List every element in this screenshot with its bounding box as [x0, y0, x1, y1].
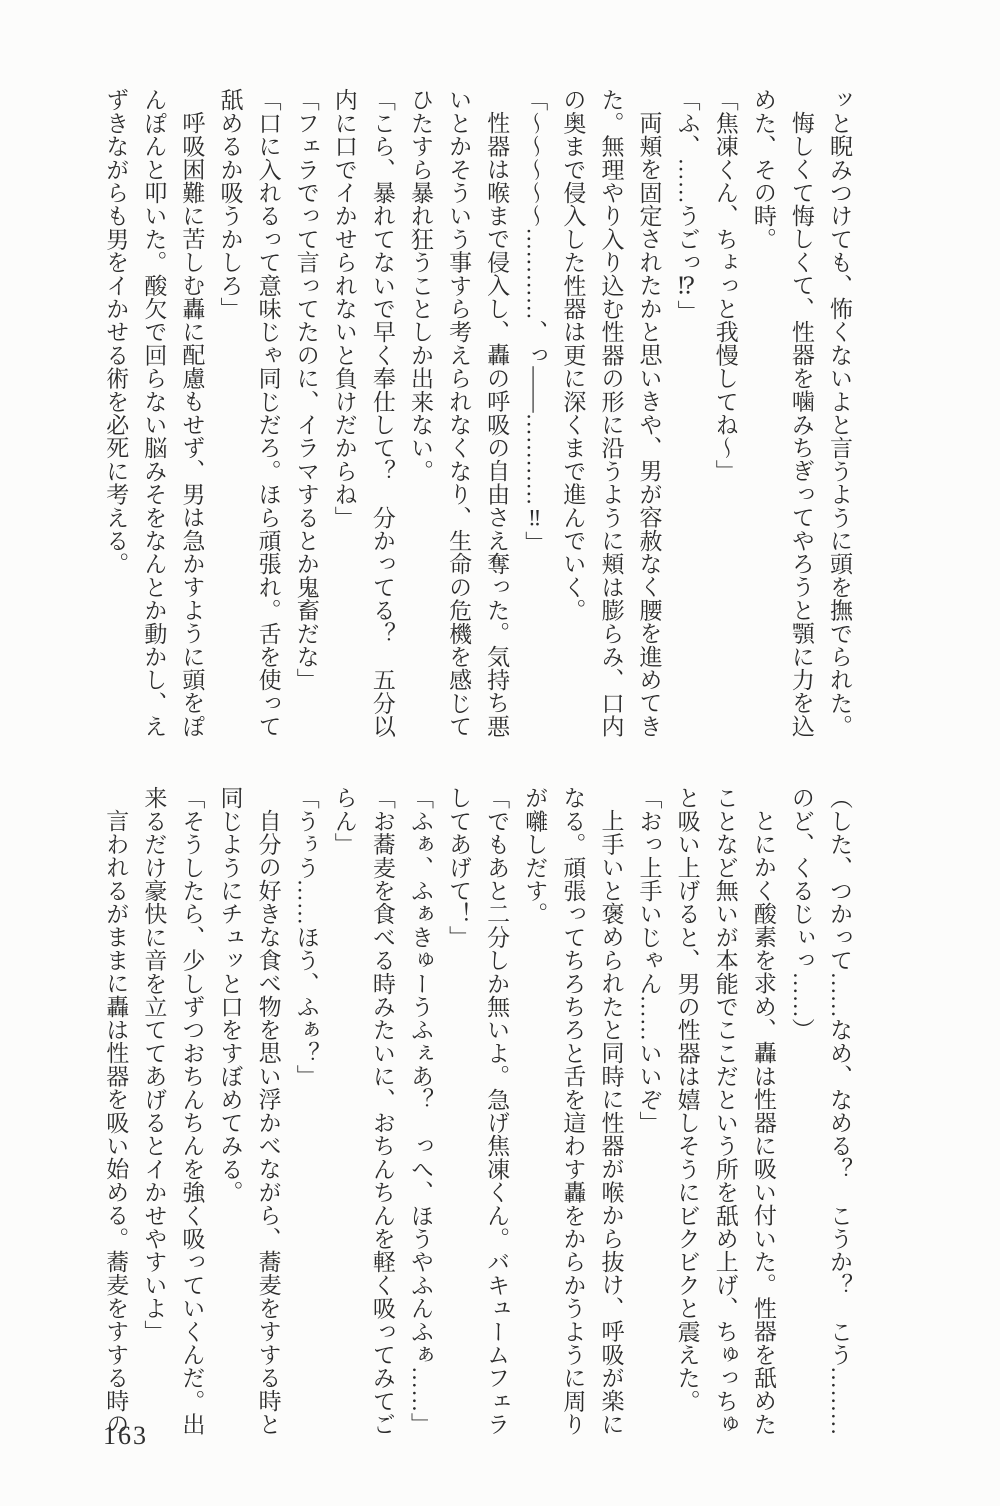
text-column: なる。頑張ってちろちろと舌を這わす轟をからかうように周り — [560, 786, 586, 1436]
text-column: 悔しくて悔しくて、性器を噛みちぎってやろうと顎に力を込 — [788, 111, 814, 738]
text-column: 言われるがままに轟は性器を吸い始める。蕎麦をすする時の — [103, 809, 129, 1436]
text-column: んぽんと叩いた。酸欠で回らない脳みそをなんとか動かし、え — [141, 88, 167, 738]
text-column: 「焦凍くん、ちょっと我慢してね〜」 — [712, 88, 738, 483]
text-column: めた、その時。 — [750, 88, 776, 251]
text-column: 「ふぁ、ふぁきゅーうふぇあ？ っへ、ほうやふんふぁ……」 — [407, 786, 433, 1436]
text-column: 来るだけ豪快に音を立ててあげるとイかせやすいよ」 — [141, 786, 167, 1343]
text-column: とにかく酸素を求め、轟は性器に吸い付いた。性器を舐めた — [750, 809, 776, 1436]
text-column: 「おっ上手いじゃん……いいぞ」 — [636, 786, 662, 1134]
text-column: 「うぅう……ほう、ふぁ？」 — [293, 786, 319, 1088]
text-column: 自分の好きな食べ物を思い浮かべながら、蕎麦をすする時と — [255, 809, 281, 1436]
text-column: 性器は喉まで侵入し、轟の呼吸の自由さえ奪った。気持ち悪 — [484, 111, 510, 738]
text-column: 「お蕎麦を食べる時みたいに、おちんちんを軽く吸ってみてご — [369, 786, 395, 1436]
text-column: 「〜〜〜〜〜…………、っ――…………‼」 — [522, 88, 548, 554]
text-column: 呼吸困難に苦しむ轟に配慮もせず、男は急かすように頭をぽ — [179, 111, 205, 738]
text-column: 「でもあと二分しか無いよ。急げ焦凍くん。バキュームフェラ — [484, 786, 510, 1436]
text-column: が囃しだす。 — [522, 786, 548, 926]
text-column: 上手いと褒められたと同時に性器が喉から抜け、呼吸が楽に — [598, 809, 624, 1436]
text-column: の奥まで侵入した性器は更に深くまで進んでいく。 — [560, 88, 586, 622]
text-column: してあげて！」 — [446, 786, 472, 949]
text-column: 「口に入れるって意味じゃ同じだろ。ほら頑張れ。舌を使って — [255, 88, 281, 738]
text-column: 「ふ、……うごっ⁉」 — [674, 88, 700, 323]
text-column: らん」 — [331, 786, 357, 856]
text-column: 両頬を固定されたかと思いきや、男が容赦なく腰を進めてき — [636, 111, 662, 738]
text-column: 内に口でイかせられないと負けだからね」 — [331, 88, 357, 529]
text-column: と吸い上げると、男の性器は嬉しそうにビクビクと震えた。 — [674, 786, 700, 1413]
text-column: 「こら、暴れてないで早く奉仕して？ 分かってる？ 五分以 — [369, 88, 395, 738]
text-column: 舐めるか吸うかしろ」 — [217, 88, 243, 320]
text-column: 同じようにチュッと口をすぼめてみる。 — [217, 786, 243, 1204]
text-column: 「そうしたら、少しずつおちんちんを強く吸っていくんだ。出 — [179, 786, 205, 1436]
text-column: （した、つかって……なめ、なめる？ こうか？ こう……… — [827, 786, 852, 1436]
text-column: ことなど無いが本能でここだという所を舐め上げ、ちゅっちゅ — [712, 786, 738, 1436]
text-column: た。無理やり入り込む性器の形に沿うように頬は膨らみ、口内 — [598, 88, 624, 738]
bottom-text-block — [96, 786, 858, 1452]
text-column: 「フェラでって言ってたのに、イラマするとか鬼畜だな」 — [293, 88, 319, 692]
text-column: ずきながらも男をイかせる術を必死に考える。 — [103, 88, 129, 576]
page-number: 163 — [103, 1421, 148, 1450]
text-column: いとかそういう事すら考えられなくなり、生命の危機を感じて — [446, 88, 472, 738]
text-column: のど、くるじぃっ……） — [788, 786, 814, 1042]
top-text-block — [96, 88, 858, 742]
text-column: ッと睨みつけても、怖くないよと言うように頭を撫でられた。 — [827, 88, 852, 738]
text-column: ひたすら暴れ狂うことしか出来ない。 — [407, 88, 433, 483]
